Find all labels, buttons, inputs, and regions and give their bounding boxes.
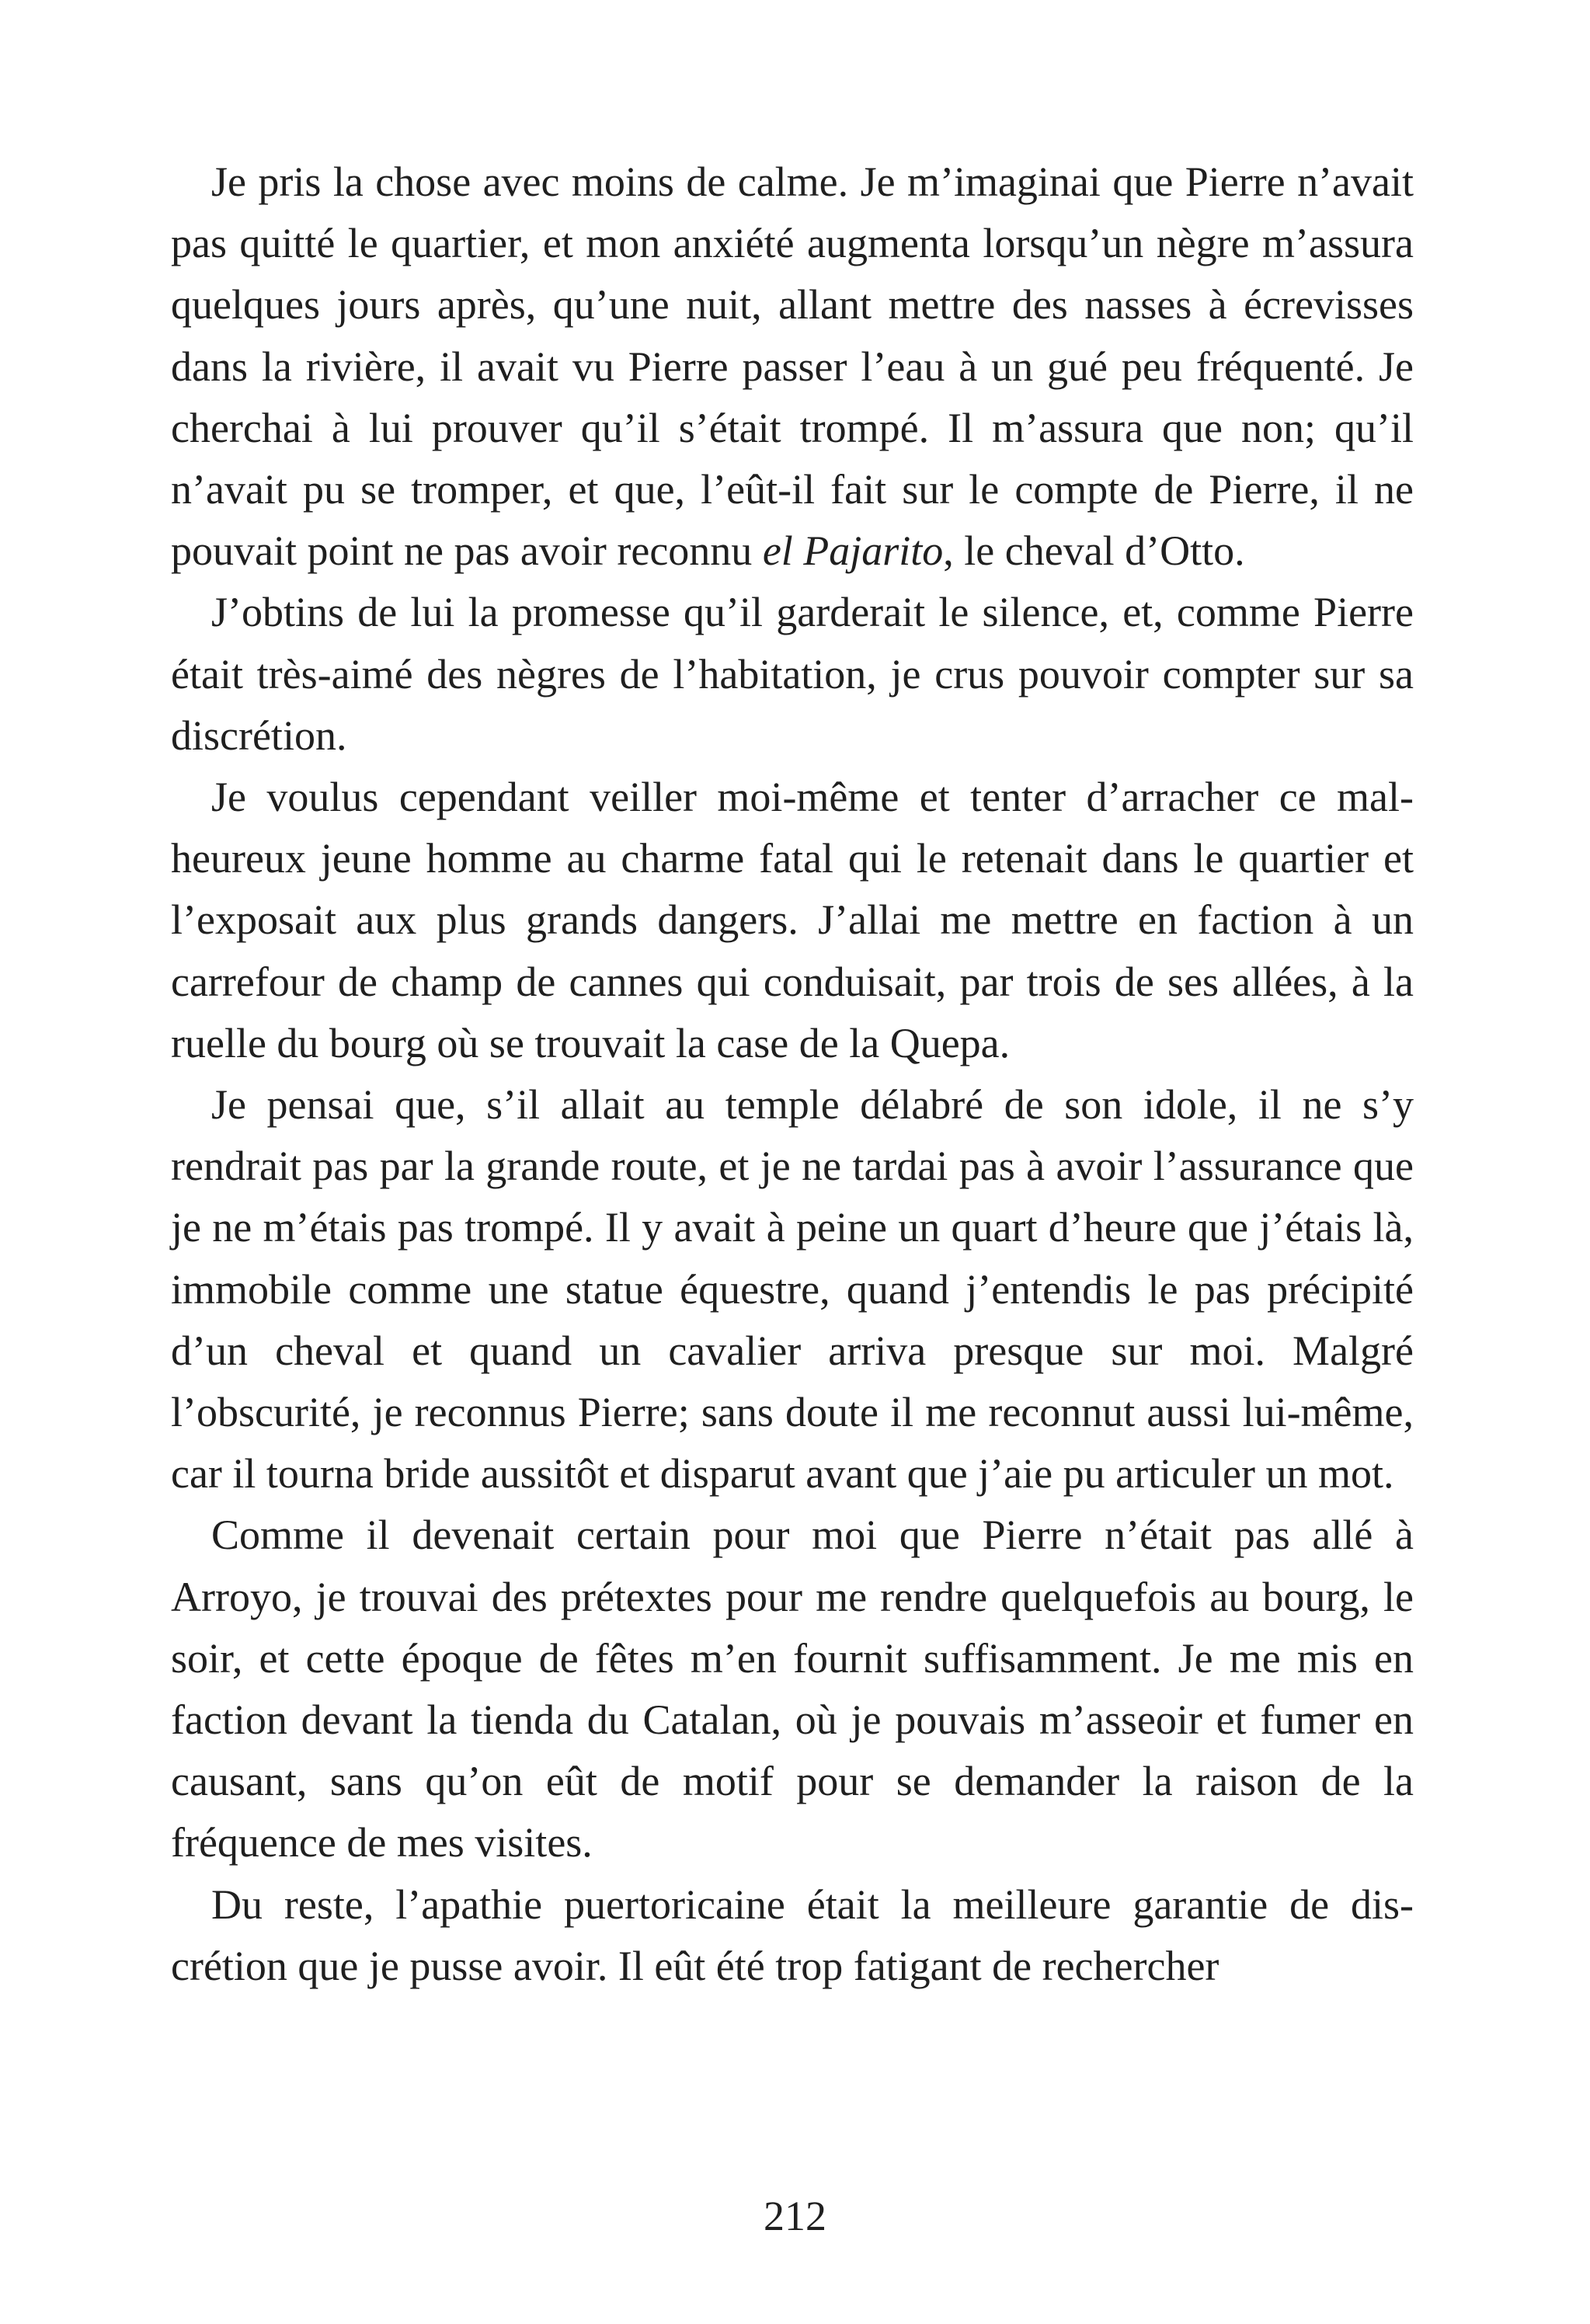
paragraph-5 <box>171 1505 1414 1873</box>
body-text <box>171 151 1414 1997</box>
paragraph-4-text: Je pensai que, s’il allait au temple délabré de son idole, il ne s’y rendrait pas par la grande route, et je ne tardai pas à avoir l’assurance que je ne m’étais pas trompé. Il y avait à peine un quart d’heure que j’étais là, immobile comme une statue équestre, quand j’entendis le pas précipité d’un cheval et quand un cavalier arriva presque sur moi. Malgré l’obscurité, je reconnus Pierre; sans doute il me reconnut aussi lui-même, car il tourna bride aussitôt et disparut avant que j’aie pu articuler un mot. <box>171 1081 1414 1498</box>
paragraph-2 <box>171 582 1414 767</box>
paragraph-1 <box>171 151 1414 582</box>
paragraph-6-text: Du reste, l’apathie puertoricaine était la meilleure garantie de discrétion que je pusse avoir. Il eût été trop fatigant de rechercher <box>171 1880 1414 1989</box>
paragraph-3 <box>171 767 1414 1074</box>
page-number: 212 <box>764 2193 826 2239</box>
paragraph-1-text-b: , le cheval d’Otto. <box>943 527 1245 575</box>
paragraph-4 <box>171 1074 1414 1505</box>
paragraph-1-italic-horse-name: el Pajarito <box>762 527 944 575</box>
paragraph-6 <box>171 1874 1414 1997</box>
paragraph-5-text: Comme il devenait certain pour moi que Pierre n’était pas allé à Arroyo, je trouvai des prétextes pour me rendre quelquefois au bourg, le soir, et cette époque de fêtes m’en fournit suffisamment. Je me mis en faction devant la tienda du Catalan, où je pouvais m’asseoir et fumer en causant, sans qu’on eût de motif pour se demander la raison de la fréquence de mes visites. <box>171 1512 1414 1867</box>
paragraph-2-text: J’obtins de lui la promesse qu’il garderait le silence, et, comme Pierre était très-aimé des nègres de l’habitation, je crus pouvoir compter sur sa discrétion. <box>171 589 1414 759</box>
paragraph-3-text: Je voulus cependant veiller moi-même et tenter d’arracher ce malheureux jeune homme au charme fatal qui le retenait dans le quartier et l’exposait aux plus grands dangers. J’allai me mettre en faction à un carrefour de champ de cannes qui conduisait, par trois de ses allées, à la ruelle du bourg où se trouvait la case de la Quepa. <box>171 774 1414 1066</box>
paragraph-1-text-a: Je pris la chose avec moins de calme. Je m’imaginai que Pierre n’avait pas quitté le quartier, et mon anxiété augmenta lorsqu’un nègre m’assura quelques jours après, qu’une nuit, allant mettre des nasses à écrevisses dans la rivière, il avait vu Pierre passer l’eau à un gué peu fréquenté. Je cherchai à lui prouver qu’il s’était trompé. Il m’assura que non; qu’il n’avait pu se tromper, et que, l’eût-il fait sur le compte de Pierre, il ne pouvait point ne pas avoir reconnu <box>171 158 1414 575</box>
